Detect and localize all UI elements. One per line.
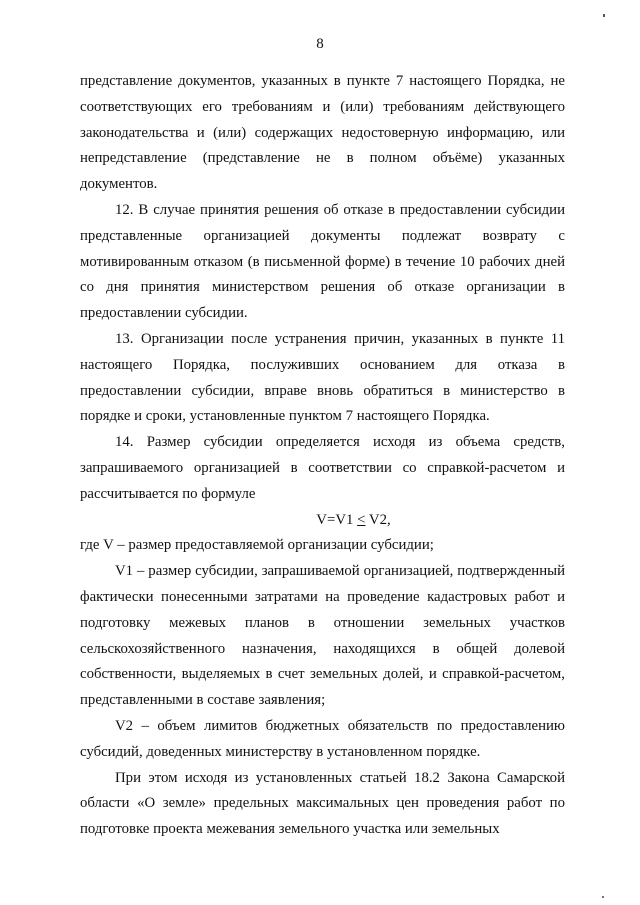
- formula-operator: <: [357, 511, 366, 528]
- document-body: [80, 69, 565, 843]
- scan-mark: [603, 14, 605, 17]
- formula-left: V=V1: [316, 511, 358, 528]
- paragraph-14: 14. Размер субсидии определяется исходя из объема средств, запрашиваемого организацией в соответствии со справкой-расчетом и рассчитывается по формуле: [80, 434, 565, 502]
- paragraph-prices: При этом исходя из установленных статьей 18.2 Закона Самарской области «О земле» предельных максимальных цен проведения работ по подготовке проекта межевания земельного участка или земельных: [80, 769, 565, 838]
- definition-v2: V2 – объем лимитов бюджетных обязательств по предоставлению субсидий, доведенных министерству в установленном порядке.: [80, 717, 565, 760]
- paragraph-13: 13. Организации после устранения причин, указанных в пункте 11 настоящего Порядка, послуживших основанием для отказа в предоставлении субсидии, вправе вновь обратиться в министерство в порядке и сроки, установленные пунктом 7 настоящего Порядка.: [80, 330, 565, 425]
- definition-v1: V1 – размер субсидии, запрашиваемой организацией, подтвержденный фактически понесенными затратами на проведение кадастровых работ и подготовку межевых планов в отношении земельных участков сельскохозяйственного назначения, находящихся в общей долевой собственности, выделяемых в счет земельных долей, и справкой-расчетом, представленными в составе заявления;: [80, 563, 565, 709]
- subsidy-formula: [80, 508, 565, 534]
- definition-v: где V – размер предоставляемой организации субсидии;: [80, 537, 434, 554]
- paragraph-continuation: представление документов, указанных в пункте 7 настоящего Порядка, не соответствующих его требованиям и (или) требованиям действующего законодательства и (или) содержащих недостоверную информацию, или непредставление (представление не в полном объёме) указанных документов.: [80, 73, 565, 193]
- formula-right: V2,: [365, 511, 391, 528]
- paragraph-12: 12. В случае принятия решения об отказе в предоставлении субсидии представленные организацией документы подлежат возврату с мотивированным отказом (в письменной форме) в течение 10 рабочих дней со дня принятия министерством решения об отказе организации в предоставлении субсидии.: [80, 201, 565, 322]
- page-number: 8: [316, 36, 324, 52]
- scan-mark-bottom: [602, 896, 604, 898]
